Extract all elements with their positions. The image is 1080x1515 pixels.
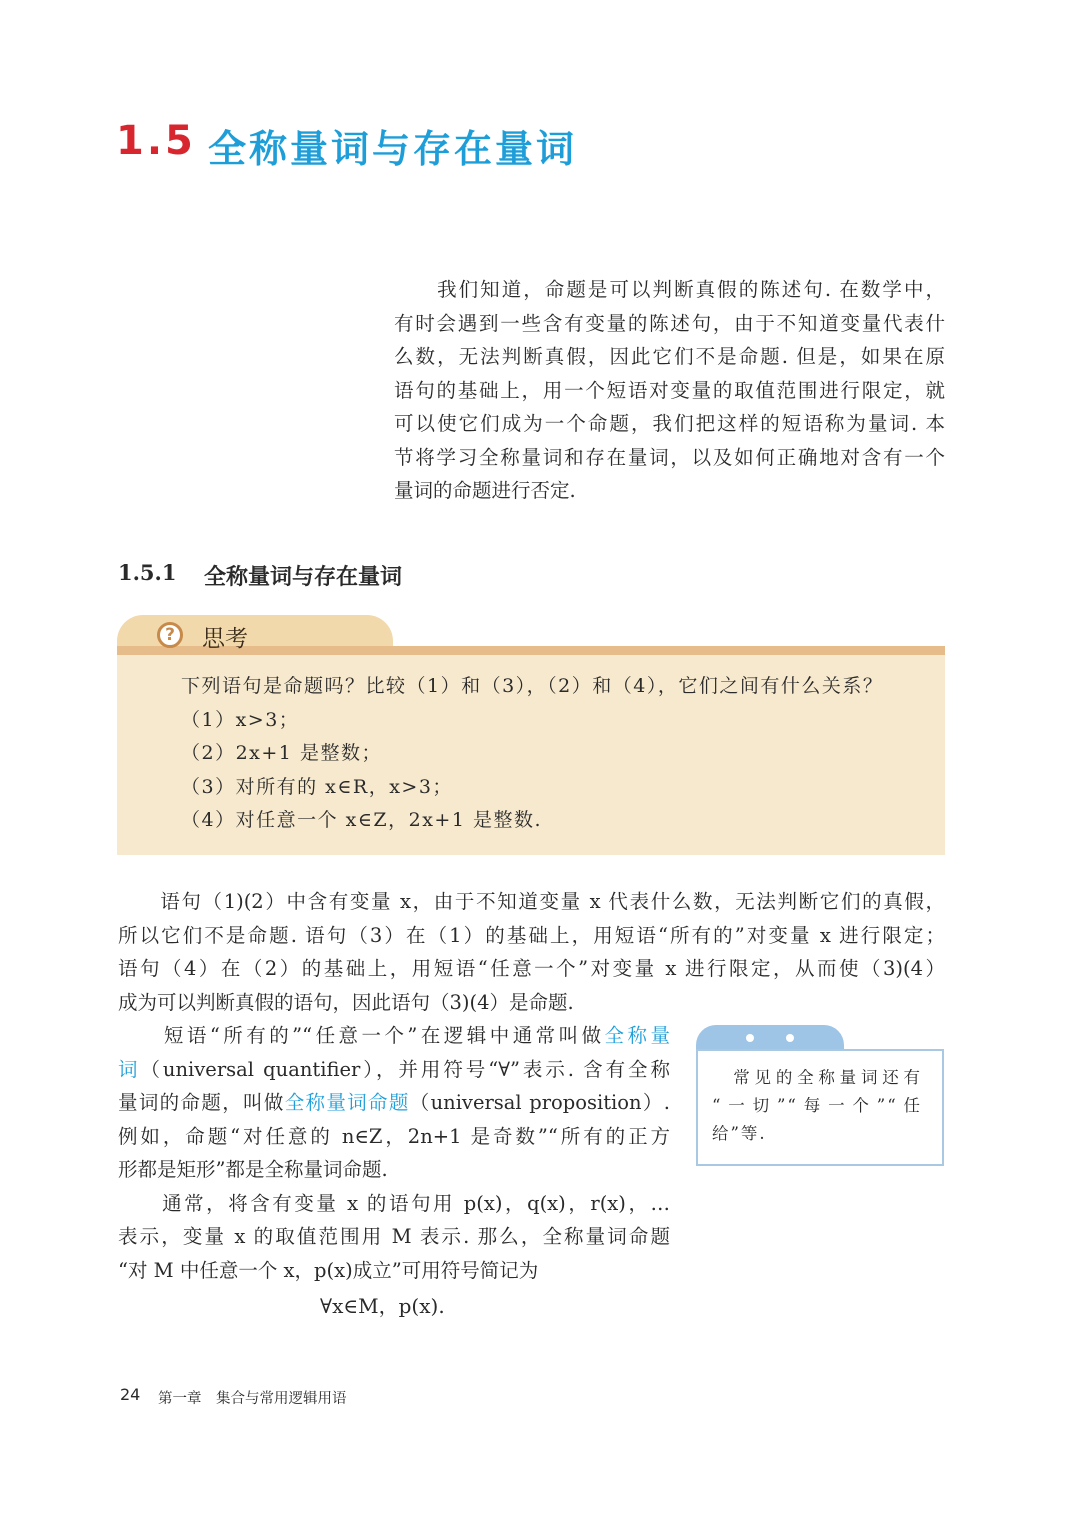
note-line: 常见的全称量词还有 xyxy=(712,1068,922,1087)
page-number: 24 xyxy=(120,1385,141,1404)
note-text xyxy=(712,1064,922,1148)
intro-paragraph xyxy=(394,273,945,508)
section-title: 全称量词与存在量词 xyxy=(208,127,578,171)
subsection-title: 全称量词与存在量词 xyxy=(204,565,403,590)
text-line: 语句（1)(2）中含有变量 x，由于不知道变量 x 代表什么数，无法判断它们的真假， xyxy=(118,890,945,913)
text-line xyxy=(118,1019,670,1053)
formula: ∀x∈M，p(x). xyxy=(320,1294,445,1318)
think-label: 思考 xyxy=(202,626,248,652)
term-universal-proposition: 全称量词命题 xyxy=(284,1091,410,1114)
text: （universal quantifier），并用符号“∀”表示. 含有全称 xyxy=(140,1057,670,1081)
text-line: 可以使它们成为一个命题，我们把这样的短语称为量词. 本 xyxy=(394,412,945,435)
text-line: 语句（4）在（2）的基础上，用短语“任意一个”对变量 x 进行限定，从而使（3)(4） xyxy=(118,957,945,980)
text-line: 有时会遇到一些含有变量的陈述句，由于不知道变量代表什 xyxy=(394,311,945,335)
definition-paragraph xyxy=(118,1019,670,1287)
text: （universal proposition）. xyxy=(409,1091,670,1114)
text-line: 么数，无法判断真假，因此它们不是命题. 但是，如果在原 xyxy=(394,345,945,368)
question-line: （3）对所有的 x∈R，x>3； xyxy=(181,775,453,798)
explanation-paragraph xyxy=(118,885,945,1019)
text: 短语“所有的”“任意一个”在逻辑中通常叫做 xyxy=(118,1024,605,1047)
dot-icon xyxy=(746,1034,754,1042)
text: 量词的命题，叫做 xyxy=(118,1091,285,1114)
text-line: 形都是矩形”都是全称量词命题. xyxy=(118,1158,388,1181)
question-line: （2）2x+1 是整数； xyxy=(181,742,382,764)
note-line: “一切”“每一个”“任 xyxy=(712,1096,922,1115)
note-line: 给”等. xyxy=(712,1124,767,1143)
text-line: 表示，变量 x 的取值范围用 M 表示. 那么，全称量词命题 xyxy=(118,1225,670,1248)
text-line: 我们知道，命题是可以判断真假的陈述句. 在数学中， xyxy=(394,278,945,301)
text-line xyxy=(118,1053,670,1087)
text-line: 通常，将含有变量 x 的语句用 p(x)，q(x)，r(x)，… xyxy=(118,1191,670,1215)
text-line: 语句的基础上，用一个短语对变量的取值范围进行限定，就 xyxy=(394,378,945,402)
text-line: 成为可以判断真假的语句，因此语句（3)(4）是命题. xyxy=(118,990,574,1014)
question-line: （4）对任意一个 x∈Z，2x+1 是整数. xyxy=(181,809,543,831)
text-line: 节将学习全称量词和存在量词，以及如何正确地对含有一个 xyxy=(394,445,945,469)
think-questions xyxy=(181,670,883,838)
section-number: 1.5 xyxy=(116,118,196,164)
text-line: “对 M 中任意一个 x，p(x)成立”可用符号简记为 xyxy=(118,1258,539,1282)
text-line xyxy=(118,1086,670,1120)
text-line: 例如，命题“对任意的 n∈Z，2n+1 是奇数”“所有的正方 xyxy=(118,1124,670,1148)
subsection-number: 1.5.1 xyxy=(118,560,177,585)
text-line: 量词的命题进行否定. xyxy=(394,479,576,502)
term-universal-quantifier: 全称量 xyxy=(604,1024,670,1047)
text-line: 所以它们不是命题. 语句（3）在（1）的基础上，用短语“所有的”对变量 x 进行限定； xyxy=(118,923,945,947)
chapter-footer: 第一章 集合与常用逻辑用语 xyxy=(158,1391,347,1407)
term-universal-quantifier-end: 词 xyxy=(118,1057,141,1081)
question-icon: ? xyxy=(157,622,183,648)
dot-icon xyxy=(786,1034,794,1042)
question-line: （1）x>3； xyxy=(181,708,300,731)
question-line: 下列语句是命题吗？比较（1）和（3），（2）和（4），它们之间有什么关系？ xyxy=(181,675,884,697)
